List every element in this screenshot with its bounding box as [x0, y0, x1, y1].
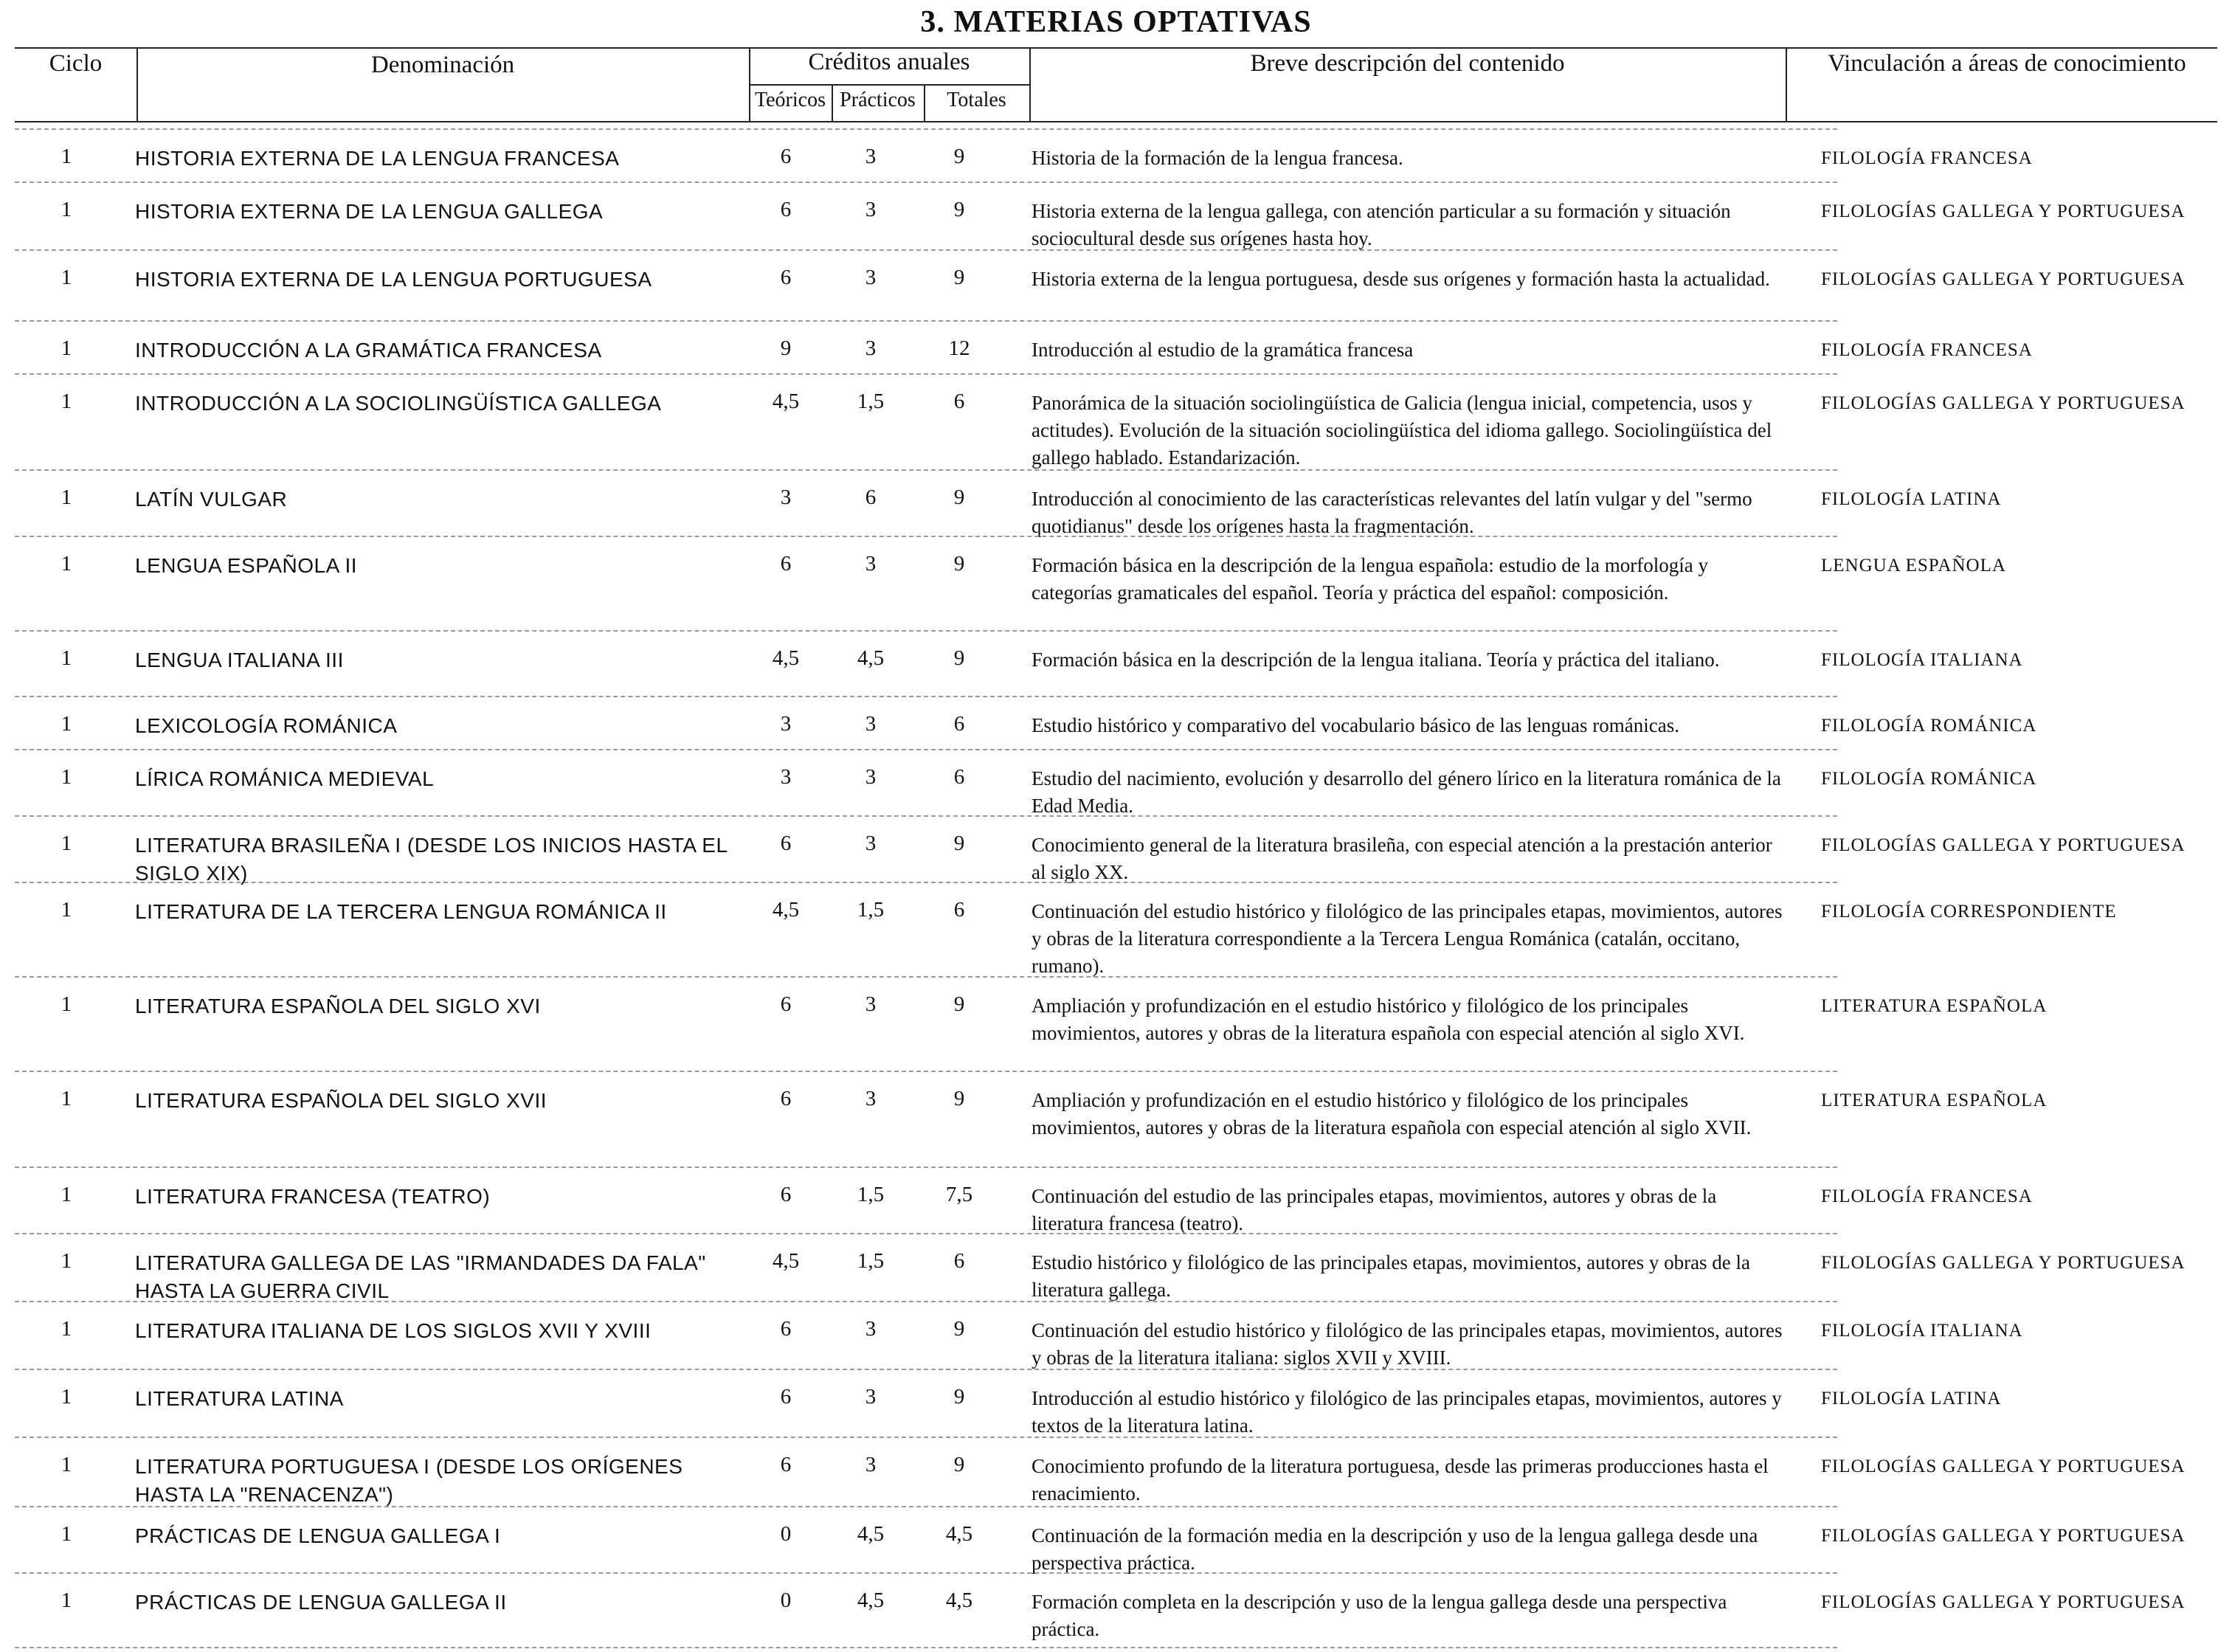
denominacion-cell: HISTORIA EXTERNA DE LA LENGUA FRANCESA: [135, 147, 620, 170]
denominacion-cell: LEXICOLOGÍA ROMÁNICA: [135, 714, 398, 737]
row-separator: [15, 320, 1837, 322]
vinculacion-cell: FILOLOGÍA LATINA: [1821, 1389, 2002, 1409]
teoricos-cell: 6: [780, 198, 792, 221]
totales-cell: 9: [953, 552, 965, 576]
vinculacion-cell: FILOLOGÍA ROMÁNICA: [1821, 769, 2037, 789]
descripcion-cell: Introducción al conocimiento de las características relevantes del latín vulgar y del "sermo quotidianus" desde los orígenes hasta la fragmentación.: [1032, 488, 1752, 537]
ciclo-cell: 1: [61, 390, 72, 413]
totales-cell: 12: [948, 336, 970, 360]
practicos-cell: 3: [865, 198, 877, 221]
denominacion-cell: PRÁCTICAS DE LENGUA GALLEGA I: [135, 1524, 501, 1547]
header-teoricos: Teóricos: [754, 89, 826, 111]
teoricos-cell: 6: [780, 1087, 792, 1110]
vinculacion-cell: FILOLOGÍAS GALLEGA Y PORTUGUESA: [1821, 201, 2186, 221]
totales-cell: 7,5: [945, 1183, 973, 1206]
totales-cell: 9: [953, 992, 965, 1016]
denominacion-cell: LITERATURA BRASILEÑA I (DESDE LOS INICIOS HASTA EL SIGLO XIX): [135, 834, 728, 885]
teoricos-cell: 4,5: [772, 390, 800, 413]
teoricos-cell: 0: [780, 1589, 792, 1612]
row-separator: [15, 536, 1837, 537]
vinculacion-cell: FILOLOGÍA LATINA: [1821, 489, 2002, 509]
practicos-cell: 3: [865, 145, 877, 168]
descripcion-cell: Continuación del estudio histórico y filológico de las principales etapas, movimientos, autores y obras de la literatura italiana: siglos XVII y XVIII.: [1032, 1319, 1783, 1369]
descripcion-cell: Panorámica de la situación sociolingüística de Galicia (lengua inicial, competencia, usos y actitudes). Evolución de la situación sociolingüística del idioma gallego. Sociolingüística del gallego hablado. Estandarización.: [1032, 392, 1772, 469]
descripcion-cell: Estudio histórico y filológico de las principales etapas, movimientos, autores y obras de la literatura gallega.: [1032, 1251, 1751, 1301]
practicos-cell: 3: [865, 1453, 877, 1476]
ciclo-cell: 1: [61, 1522, 72, 1546]
practicos-cell: 3: [865, 1087, 877, 1110]
practicos-cell: 3: [865, 1385, 877, 1409]
practicos-cell: 4,5: [857, 1589, 885, 1612]
row-separator: [15, 1071, 1837, 1072]
descripcion-cell: Ampliación y profundización en el estudio histórico y filológico de los principales movimientos, autores y obras de la literatura española con especial atención al siglo XVII.: [1032, 1089, 1752, 1138]
practicos-cell: 3: [865, 336, 877, 360]
totales-cell: 4,5: [945, 1589, 973, 1612]
totales-cell: 9: [953, 646, 965, 670]
ciclo-cell: 1: [61, 198, 72, 221]
row-separator: [15, 630, 1837, 632]
vinculacion-cell: FILOLOGÍAS GALLEGA Y PORTUGUESA: [1821, 1456, 2186, 1476]
vinculacion-cell: FILOLOGÍAS GALLEGA Y PORTUGUESA: [1821, 393, 2186, 413]
practicos-cell: 3: [865, 552, 877, 576]
section-title: 3. MATERIAS OPTATIVAS: [920, 5, 1312, 39]
header-ciclo: Ciclo: [49, 50, 103, 77]
practicos-cell: 4,5: [857, 646, 885, 670]
row-separator: [15, 1572, 1837, 1574]
totales-cell: 9: [953, 485, 965, 509]
teoricos-cell: 3: [780, 712, 792, 736]
totales-cell: 9: [953, 1087, 965, 1110]
row-separator: [15, 1437, 1837, 1438]
totales-cell: 9: [953, 1453, 965, 1476]
row-separator: [15, 1233, 1837, 1234]
denominacion-cell: LITERATURA DE LA TERCERA LENGUA ROMÁNICA II: [135, 900, 667, 923]
descripcion-cell: Formación completa en la descripción y uso de la lengua gallega desde una perspectiva práctica.: [1032, 1591, 1727, 1640]
row-separator: [15, 976, 1837, 978]
denominacion-cell: LITERATURA FRANCESA (TEATRO): [135, 1185, 491, 1208]
ciclo-cell: 1: [61, 765, 72, 789]
vinculacion-cell: FILOLOGÍAS GALLEGA Y PORTUGUESA: [1821, 835, 2186, 855]
totales-cell: 9: [953, 145, 965, 168]
practicos-cell: 6: [865, 485, 877, 509]
header-denominacion: Denominación: [370, 52, 515, 78]
totales-cell: 6: [953, 1249, 965, 1273]
descripcion-cell: Estudio histórico y comparativo del vocabulario básico de las lenguas románicas.: [1032, 714, 1680, 736]
descripcion-cell: Historia externa de la lengua portuguesa, desde sus orígenes y formación hasta la actualidad.: [1032, 268, 1770, 290]
row-separator: [15, 182, 1837, 183]
teoricos-cell: 4,5: [772, 646, 800, 670]
practicos-cell: 1,5: [857, 1183, 885, 1206]
row-separator: [15, 1301, 1837, 1302]
ciclo-cell: 1: [61, 1249, 72, 1273]
teoricos-cell: 0: [780, 1522, 792, 1546]
ciclo-cell: 1: [61, 1087, 72, 1110]
ciclo-cell: 1: [61, 898, 72, 922]
row-separator: [15, 128, 1837, 130]
denominacion-cell: LITERATURA ESPAÑOLA DEL SIGLO XVII: [135, 1089, 547, 1112]
ciclo-cell: 1: [61, 712, 72, 736]
denominacion-cell: LENGUA ITALIANA III: [135, 649, 344, 671]
header-bottom-rule: [15, 121, 2217, 122]
denominacion-cell: LITERATURA ITALIANA DE LOS SIGLOS XVII Y XVIII: [135, 1319, 652, 1342]
totales-cell: 9: [953, 1317, 965, 1341]
practicos-cell: 3: [865, 992, 877, 1016]
row-separator: [15, 749, 1837, 750]
row-separator: [15, 1369, 1837, 1370]
totales-cell: 6: [953, 898, 965, 922]
denominacion-cell: LITERATURA PORTUGUESA I (DESDE LOS ORÍGENES HASTA LA "RENACENZA"): [135, 1455, 683, 1506]
descripcion-cell: Conocimiento profundo de la literatura portuguesa, desde las primeras producciones hasta el renacimiento.: [1032, 1455, 1769, 1504]
descripcion-cell: Ampliación y profundización en el estudio histórico y filológico de los principales movimientos, autores y obras de la literatura española con especial atención al siglo XVI.: [1032, 995, 1745, 1044]
row-separator: [15, 1506, 1837, 1507]
totales-cell: 9: [953, 266, 965, 289]
descripcion-cell: Continuación del estudio de las principales etapas, movimientos, autores y obras de la literatura francesa (teatro).: [1032, 1185, 1717, 1234]
practicos-cell: 4,5: [857, 1522, 885, 1546]
practicos-cell: 3: [865, 266, 877, 289]
totales-cell: 4,5: [945, 1522, 973, 1546]
practicos-cell: 3: [865, 765, 877, 789]
vinculacion-cell: FILOLOGÍA ITALIANA: [1821, 1321, 2023, 1341]
ciclo-cell: 1: [61, 485, 72, 509]
teoricos-cell: 3: [780, 765, 792, 789]
descripcion-cell: Continuación del estudio histórico y filológico de las principales etapas, movimientos, autores y obras de la literatura correspondiente a la Tercera Lengua Románica (catalán, occitano, rumano).: [1032, 900, 1783, 977]
teoricos-cell: 9: [780, 336, 792, 360]
row-separator: [15, 1167, 1837, 1168]
denominacion-cell: LENGUA ESPAÑOLA II: [135, 554, 358, 577]
teoricos-cell: 6: [780, 266, 792, 289]
row-separator: [15, 882, 1837, 883]
vinculacion-cell: LITERATURA ESPAÑOLA: [1821, 1091, 2048, 1110]
ciclo-cell: 1: [61, 992, 72, 1016]
header-vinculacion: Vinculación a áreas de conocimiento: [1828, 50, 2186, 77]
table-bottom-rule: [15, 1647, 1837, 1648]
ciclo-cell: 1: [61, 1385, 72, 1409]
teoricos-cell: 3: [780, 485, 792, 509]
vinculacion-cell: FILOLOGÍA FRANCESA: [1821, 340, 2033, 360]
vinculacion-cell: FILOLOGÍA CORRESPONDIENTE: [1821, 902, 2117, 922]
teoricos-cell: 6: [780, 1317, 792, 1341]
teoricos-cell: 4,5: [772, 898, 800, 922]
row-separator: [15, 696, 1837, 697]
vinculacion-cell: FILOLOGÍAS GALLEGA Y PORTUGUESA: [1821, 1253, 2186, 1273]
totales-cell: 9: [953, 198, 965, 221]
practicos-cell: 3: [865, 712, 877, 736]
teoricos-cell: 6: [780, 145, 792, 168]
totales-cell: 6: [953, 712, 965, 736]
ciclo-cell: 1: [61, 266, 72, 289]
header-divider: [1786, 47, 1787, 121]
ciclo-cell: 1: [61, 1183, 72, 1206]
vinculacion-cell: FILOLOGÍA FRANCESA: [1821, 148, 2033, 168]
vinculacion-cell: FILOLOGÍAS GALLEGA Y PORTUGUESA: [1821, 269, 2186, 289]
descripcion-cell: Continuación de la formación media en la descripción y uso de la lengua gallega desde una perspectiva práctica.: [1032, 1524, 1758, 1574]
denominacion-cell: INTRODUCCIÓN A LA SOCIOLINGÜÍSTICA GALLEGA: [135, 392, 662, 415]
vinculacion-cell: FILOLOGÍA FRANCESA: [1821, 1186, 2033, 1206]
practicos-cell: 3: [865, 1317, 877, 1341]
descripcion-cell: Formación básica en la descripción de la lengua italiana. Teoría y práctica del italiano.: [1032, 649, 1720, 671]
totales-cell: 9: [953, 832, 965, 855]
header-divider: [137, 47, 138, 121]
denominacion-cell: INTRODUCCIÓN A LA GRAMÁTICA FRANCESA: [135, 339, 602, 362]
descripcion-cell: Introducción al estudio de la gramática francesa: [1032, 339, 1414, 361]
teoricos-cell: 6: [780, 552, 792, 576]
ciclo-cell: 1: [61, 1589, 72, 1612]
practicos-cell: 1,5: [857, 1249, 885, 1273]
vinculacion-cell: FILOLOGÍA ITALIANA: [1821, 650, 2023, 670]
ciclo-cell: 1: [61, 145, 72, 168]
descripcion-cell: Historia de la formación de la lengua francesa.: [1032, 147, 1403, 169]
vinculacion-cell: LITERATURA ESPAÑOLA: [1821, 996, 2048, 1016]
header-practicos: Prácticos: [840, 89, 916, 111]
denominacion-cell: LITERATURA ESPAÑOLA DEL SIGLO XVI: [135, 995, 541, 1017]
totales-cell: 9: [953, 1385, 965, 1409]
ciclo-cell: 1: [61, 1317, 72, 1341]
practicos-cell: 1,5: [857, 390, 885, 413]
ciclo-cell: 1: [61, 336, 72, 360]
vinculacion-cell: LENGUA ESPAÑOLA: [1821, 556, 2006, 576]
credits-sub-rule: [749, 84, 1029, 86]
vinculacion-cell: FILOLOGÍA ROMÁNICA: [1821, 716, 2037, 736]
denominacion-cell: HISTORIA EXTERNA DE LA LENGUA GALLEGA: [135, 200, 604, 223]
header-descripcion: Breve descripción del contenido: [1250, 50, 1565, 77]
denominacion-cell: LÍRICA ROMÁNICA MEDIEVAL: [135, 767, 435, 790]
ciclo-cell: 1: [61, 832, 72, 855]
header-totales: Totales: [947, 89, 1006, 111]
ciclo-cell: 1: [61, 552, 72, 576]
ciclo-cell: 1: [61, 646, 72, 670]
totales-cell: 6: [953, 390, 965, 413]
descripcion-cell: Estudio del nacimiento, evolución y desarrollo del género lírico en la literatura románica de la Edad Media.: [1032, 767, 1781, 817]
denominacion-cell: PRÁCTICAS DE LENGUA GALLEGA II: [135, 1591, 507, 1614]
practicos-cell: 3: [865, 832, 877, 855]
vinculacion-cell: FILOLOGÍAS GALLEGA Y PORTUGUESA: [1821, 1526, 2186, 1546]
descripcion-cell: Formación básica en la descripción de la lengua española: estudio de la morfología y categorías gramaticales del español. Teoría y práctica del español: composición.: [1032, 554, 1708, 604]
denominacion-cell: LITERATURA GALLEGA DE LAS "IRMANDADES DA FALA" HASTA LA GUERRA CIVIL: [135, 1251, 706, 1302]
row-separator: [15, 373, 1837, 375]
teoricos-cell: 6: [780, 1183, 792, 1206]
denominacion-cell: HISTORIA EXTERNA DE LA LENGUA PORTUGUESA: [135, 268, 652, 291]
header-divider: [1029, 47, 1031, 121]
descripcion-cell: Historia externa de la lengua gallega, con atención particular a su formación y situación sociocultural desde sus orígenes hasta hoy.: [1032, 200, 1731, 249]
denominacion-cell: LITERATURA LATINA: [135, 1387, 344, 1410]
practicos-cell: 1,5: [857, 898, 885, 922]
descripcion-cell: Conocimiento general de la literatura brasileña, con especial atención a la prestación anterior al siglo XX.: [1032, 834, 1772, 883]
row-separator: [15, 249, 1837, 251]
vinculacion-cell: FILOLOGÍAS GALLEGA Y PORTUGUESA: [1821, 1592, 2186, 1612]
teoricos-cell: 6: [780, 1453, 792, 1476]
teoricos-cell: 6: [780, 832, 792, 855]
header-top-rule: [15, 47, 2217, 49]
denominacion-cell: LATÍN VULGAR: [135, 488, 288, 511]
header-creditos: Créditos anuales: [808, 49, 970, 75]
row-separator: [15, 815, 1837, 817]
teoricos-cell: 4,5: [772, 1249, 800, 1273]
row-separator: [15, 469, 1837, 471]
descripcion-cell: Introducción al estudio histórico y filológico de las principales etapas, movimientos, autores y textos de la literatura latina.: [1032, 1387, 1782, 1437]
totales-cell: 6: [953, 765, 965, 789]
teoricos-cell: 6: [780, 1385, 792, 1409]
ciclo-cell: 1: [61, 1453, 72, 1476]
teoricos-cell: 6: [780, 992, 792, 1016]
